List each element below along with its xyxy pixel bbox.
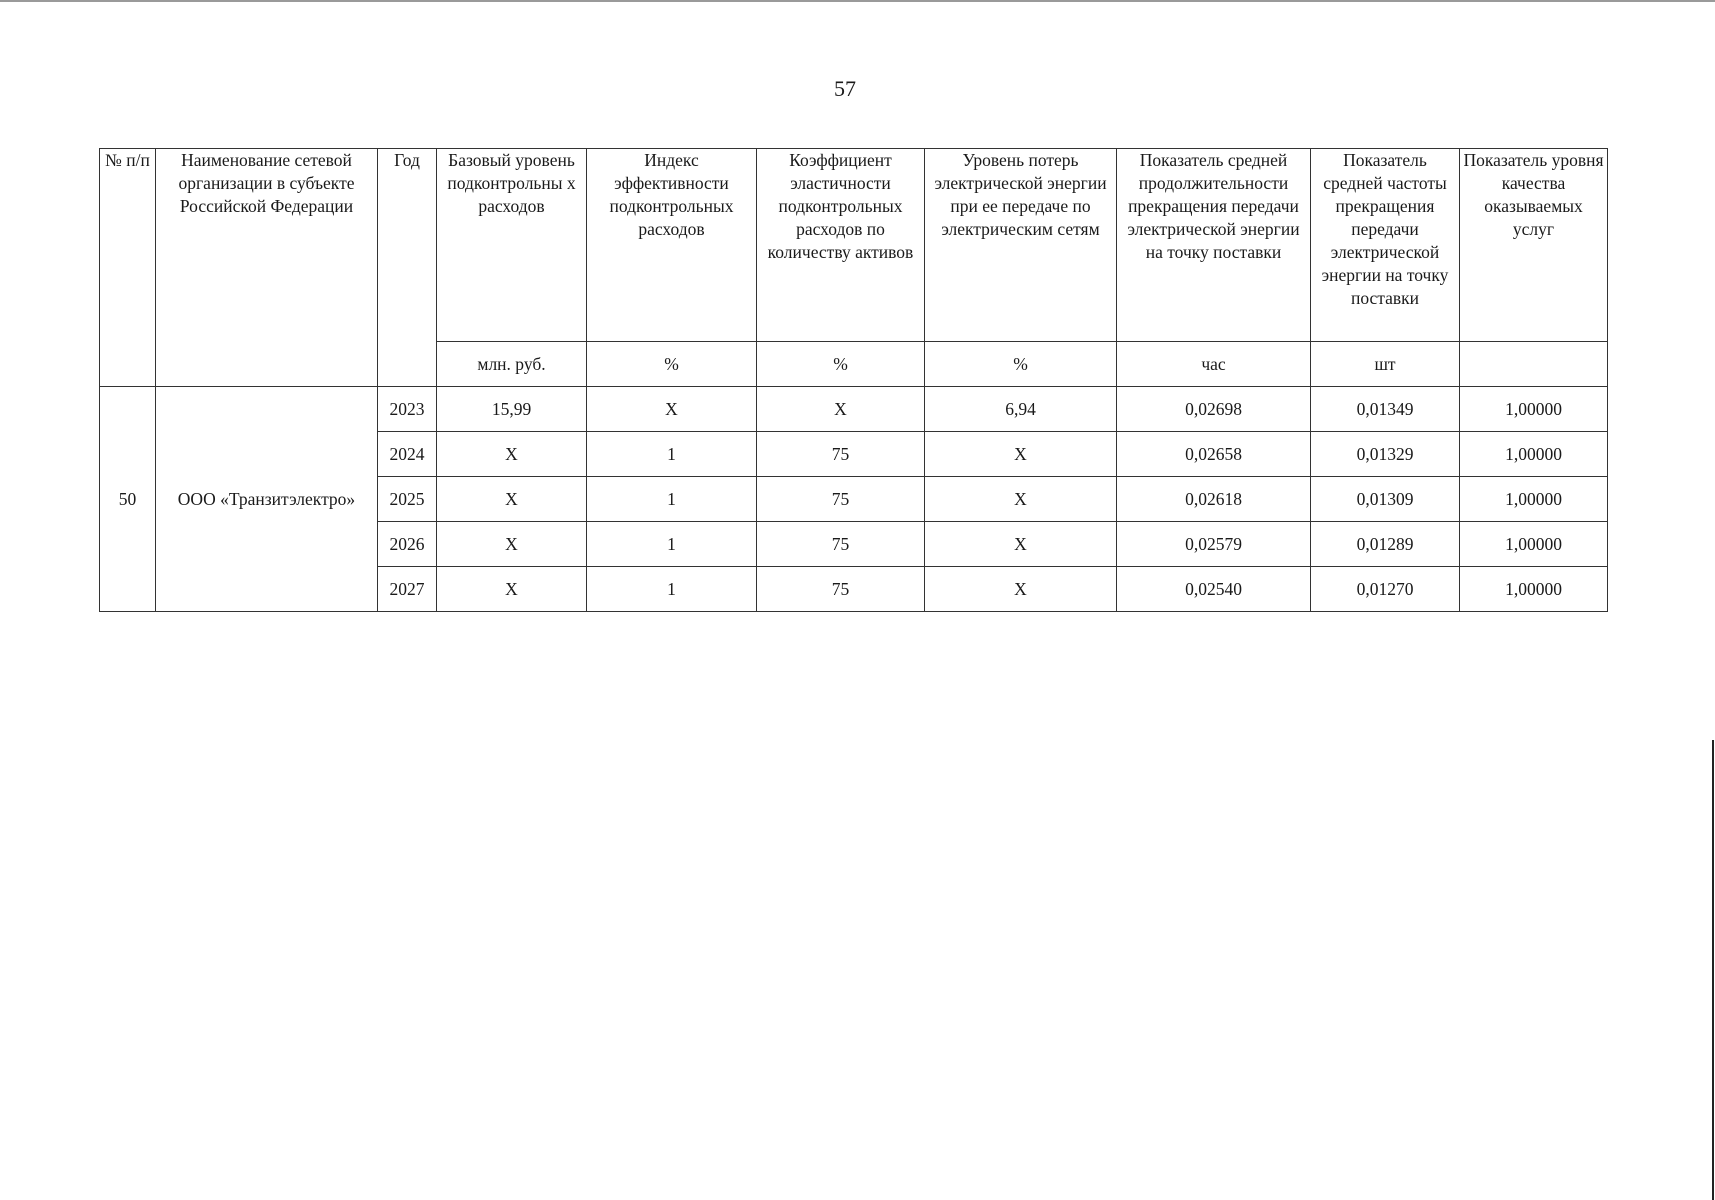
average-duration-cell: 0,02579 bbox=[1117, 522, 1311, 567]
header-average-frequency: Показатель средней частоты прекращения передачи электрической энергии на точку поставки bbox=[1311, 149, 1460, 342]
top-border-line bbox=[0, 0, 1715, 2]
efficiency-index-cell: 1 bbox=[587, 477, 757, 522]
header-row bbox=[100, 149, 1608, 342]
service-quality-cell: 1,00000 bbox=[1460, 432, 1608, 477]
header-year: Год bbox=[378, 149, 437, 387]
service-quality-cell: 1,00000 bbox=[1460, 522, 1608, 567]
service-quality-cell: 1,00000 bbox=[1460, 567, 1608, 612]
average-duration-cell: 0,02658 bbox=[1117, 432, 1311, 477]
header-no: № п/п bbox=[100, 149, 156, 387]
unit-service-quality bbox=[1460, 342, 1608, 387]
efficiency-index-cell: 1 bbox=[587, 522, 757, 567]
base-level-cell: X bbox=[437, 477, 587, 522]
elasticity-coefficient-cell: X bbox=[757, 387, 925, 432]
elasticity-coefficient-cell: 75 bbox=[757, 432, 925, 477]
base-level-cell: 15,99 bbox=[437, 387, 587, 432]
efficiency-index-cell: 1 bbox=[587, 567, 757, 612]
page-number: 57 bbox=[834, 76, 856, 101]
efficiency-table bbox=[99, 148, 1608, 612]
unit-loss-level: % bbox=[925, 342, 1117, 387]
elasticity-coefficient-cell: 75 bbox=[757, 477, 925, 522]
elasticity-coefficient-cell: 75 bbox=[757, 522, 925, 567]
efficiency-index-cell: 1 bbox=[587, 432, 757, 477]
year-cell: 2026 bbox=[378, 522, 437, 567]
elasticity-coefficient-cell: 75 bbox=[757, 567, 925, 612]
unit-average-frequency: шт bbox=[1311, 342, 1460, 387]
header-efficiency-index: Индекс эффективности подконтрольных расходов bbox=[587, 149, 757, 342]
average-frequency-cell: 0,01270 bbox=[1311, 567, 1460, 612]
average-duration-cell: 0,02540 bbox=[1117, 567, 1311, 612]
average-duration-cell: 0,02618 bbox=[1117, 477, 1311, 522]
average-frequency-cell: 0,01289 bbox=[1311, 522, 1460, 567]
base-level-cell: X bbox=[437, 432, 587, 477]
year-cell: 2027 bbox=[378, 567, 437, 612]
service-quality-cell: 1,00000 bbox=[1460, 387, 1608, 432]
header-average-duration: Показатель средней продолжительности прекращения передачи электрической энергии на точку поставки bbox=[1117, 149, 1311, 342]
unit-elasticity-coefficient: % bbox=[757, 342, 925, 387]
loss-level-cell: X bbox=[925, 567, 1117, 612]
average-frequency-cell: 0,01349 bbox=[1311, 387, 1460, 432]
header-elasticity-coefficient: Коэффициент эластичности подконтрольных расходов по количеству активов bbox=[757, 149, 925, 342]
average-frequency-cell: 0,01309 bbox=[1311, 477, 1460, 522]
unit-efficiency-index: % bbox=[587, 342, 757, 387]
header-base-level: Базовый уровень подконтрольны х расходов bbox=[437, 149, 587, 342]
row-number-cell: 50 bbox=[100, 387, 156, 612]
efficiency-index-cell: X bbox=[587, 387, 757, 432]
table-row bbox=[100, 387, 1608, 432]
header-loss-level: Уровень потерь электрической энергии при ее передаче по электрическим сетям bbox=[925, 149, 1117, 342]
header-organization-name: Наименование сетевой организации в субъекте Российской Федерации bbox=[156, 149, 378, 387]
average-duration-cell: 0,02698 bbox=[1117, 387, 1311, 432]
unit-base-level: млн. руб. bbox=[437, 342, 587, 387]
service-quality-cell: 1,00000 bbox=[1460, 477, 1608, 522]
right-edge-line bbox=[1712, 740, 1714, 1200]
year-cell: 2025 bbox=[378, 477, 437, 522]
base-level-cell: X bbox=[437, 567, 587, 612]
year-cell: 2024 bbox=[378, 432, 437, 477]
base-level-cell: X bbox=[437, 522, 587, 567]
header-service-quality: Показатель уровня качества оказываемых услуг bbox=[1460, 149, 1608, 342]
loss-level-cell: X bbox=[925, 432, 1117, 477]
organization-name-cell: ООО «Транзитэлектро» bbox=[156, 387, 378, 612]
loss-level-cell: 6,94 bbox=[925, 387, 1117, 432]
loss-level-cell: X bbox=[925, 477, 1117, 522]
average-frequency-cell: 0,01329 bbox=[1311, 432, 1460, 477]
year-cell: 2023 bbox=[378, 387, 437, 432]
unit-average-duration: час bbox=[1117, 342, 1311, 387]
loss-level-cell: X bbox=[925, 522, 1117, 567]
